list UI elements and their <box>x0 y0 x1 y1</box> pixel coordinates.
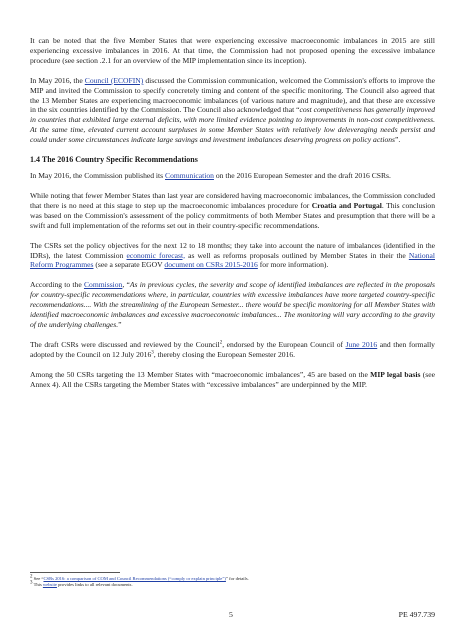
paragraph-4: While noting that fewer Member States than last year are considered having macroeconomic imbalances, the Commission concluded that there is no need at this stage to step up the macroeconomic imbalances procedure for Croatia and Portugal. This conclusion was based on the Commission's assessment of the policy commitments of both Member States and presumption that there will be a swift and full implementation of the reforms set out in their country-specific recommendations. <box>30 190 435 230</box>
commission-link[interactable]: Commission <box>83 280 123 290</box>
communication-link[interactable]: Communication <box>165 171 214 181</box>
csrs-comparison-link[interactable]: CSRs 2016: a comparison of COM and Council Recommendations (“comply or explain principle”) <box>43 576 226 581</box>
mip-legal-basis-bold: MIP legal basis <box>370 369 421 379</box>
paragraph-1: It can be noted that the five Member States that were experiencing excessive macroeconomic imbalances in 2015 are still experiencing excessive imbalances in 2016. At that time, the Commission had not proposed opening the excessive imbalance procedure (see section .2.1 for an overview of the MIP implementation since its inception). <box>30 36 435 65</box>
footnote-2: $^2$ See “CSRs 2016: a comparison of COM and Council Recommendations (“comply or explain principle”)” for details. <box>30 574 249 581</box>
june-2016-link[interactable]: June 2016 <box>345 339 378 349</box>
paragraph-5: The CSRs set the policy objectives for the next 12 to 18 months; they take into account the nature of imbalances (identified in the IDRs), the latest Commission economic forecast, as well as reforms proposals outlined by Member States in their the National Reform Programmes (see a separate EGOV document on CSRs 2015-2016 for more information). <box>30 240 435 270</box>
paragraph-3: In May 2016, the Commission published its Communication on the 2016 European Semester and the draft 2016 CSRs. <box>30 171 391 181</box>
footnote-divider <box>30 572 120 573</box>
economic-forecast-link[interactable]: economic forecast, <box>126 250 185 260</box>
footnote-3: $^3$ This website provides links to all relevant documents. <box>30 580 133 587</box>
page-number: 5 <box>229 610 233 619</box>
national-reform-programmes-link[interactable]: National Reform Programmes <box>30 250 435 270</box>
paragraph-7: The draft CSRs were discussed and reviewed by the Council$^2$, endorsed by the European Council of June 2016 and then formally adopted by the Council on 12 July 2016$^3$, thereby closing the European Semester 2016. <box>30 339 435 359</box>
website-link[interactable]: website <box>42 582 57 587</box>
footnote-ref-3[interactable]: 3 <box>151 350 154 356</box>
csr-document-link[interactable]: document on CSRs 2015-2016 <box>164 260 258 270</box>
council-quote: cost competitiveness has generally improved in countries that exhibited large external deficits, with more limited evidence pointing to improvements in non-cost competitiveness. At the same time, elevated current account surpluses in some Member States with relatively low deleveraging needs persist and could under some circumstances indicate large savings and investment imbalances deserving progress on policy actions <box>30 105 435 145</box>
commission-quote: As in previous cycles, the severity and scope of identified imbalances are reflected in the proposals for country-specific recommendations where, in particular, countries with excessive imbalances have more targeted country-specific recommendations.... With the streamlining of the European Semester... there would be specific monitoring for all Member States with identified macroeconomic imbalances and excessive macroeconomic imbalances... The monitoring will vary according to the gravity of the underlying challenges. <box>30 280 435 329</box>
paragraph-8: Among the 50 CSRs targeting the 13 Member States with “macroeconomic imbalances”, 45 are based on the MIP legal basis (see Annex 4). All the CSRs targeting the Member States with “excessive imbalances” are underpinned by the MIP. <box>30 369 435 389</box>
croatia-portugal-bold: Croatia and Portugal <box>311 200 382 210</box>
paragraph-6: According to the Commission, “As in previous cycles, the severity and scope of identified imbalances are reflected in the proposals for country-specific recommendations where, in particular, countries with excessive imbalances have more targeted country-specific recommendations.... With the streamlining of the European Semester... there would be specific monitoring for all Member States with identified macroeconomic imbalances and excessive macroeconomic imbalances... The monitoring will vary according to the gravity of the underlying challenges.” <box>30 280 435 329</box>
council-ecofin-link[interactable]: Council (ECOFIN) <box>84 75 144 85</box>
document-reference: PE 497.739 <box>398 610 435 619</box>
footnote-ref-2[interactable]: 2 <box>219 340 223 346</box>
document-body <box>30 36 435 399</box>
paragraph-2: In May 2016, the Council (ECOFIN) discussed the Commission communication, welcomed the Commission's efforts to improve the MIP and invited the Commission to specify concretely timing and content of the specific monitoring. The Council also agreed that the 13 Member States are experiencing macroeconomic imbalances (of various nature and magnitude), and that these are excessive in the six countries identified by the Commission. The Council also acknowledged that “cost competitiveness has generally improved in countries that exhibited large external deficits, with more limited evidence pointing to improvements in non-cost competitiveness. At the same time, elevated current account surpluses in some Member States with relatively low deleveraging needs persist and could under some circumstances indicate large savings and investment imbalances deserving progress on policy actions”. <box>30 75 435 145</box>
section-heading: 1.4 The 2016 Country Specific Recommendations <box>30 155 198 165</box>
